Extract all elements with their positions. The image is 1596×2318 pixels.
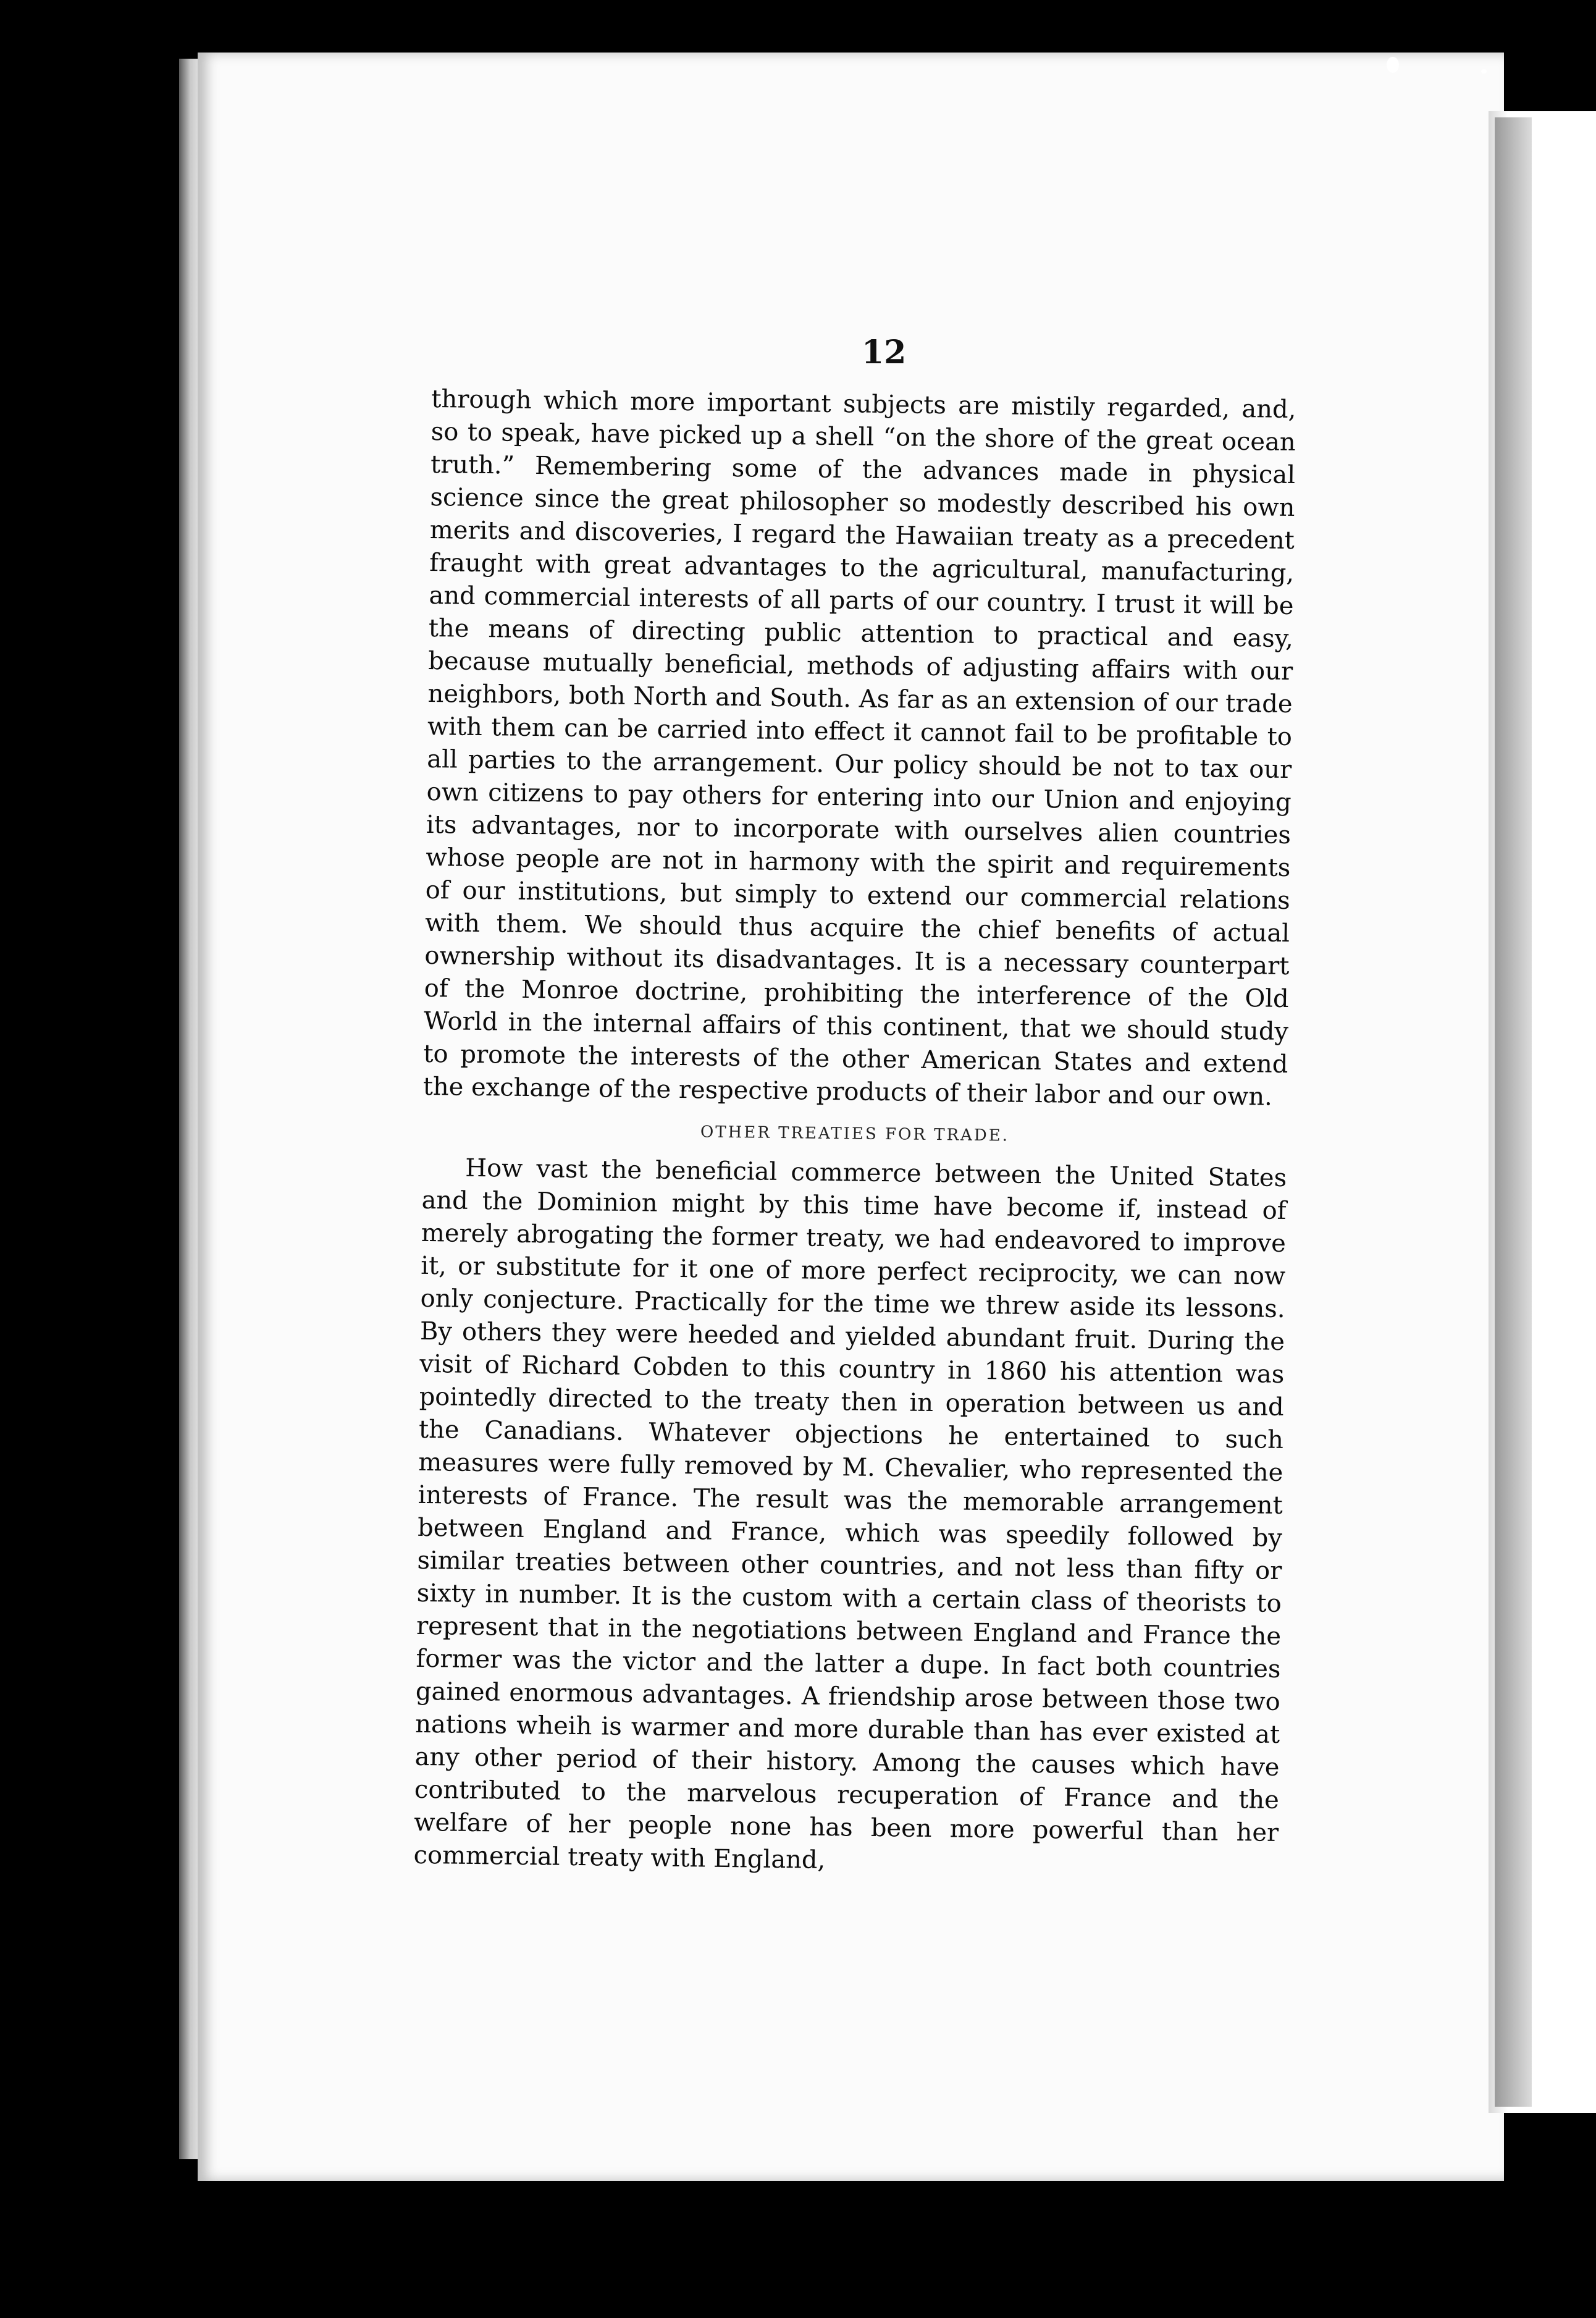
facing-page-gutter [1495,117,1532,2107]
scan-speck [1387,57,1399,73]
paragraph-one: through which more important subjects are mistily regarded, and, so to speak, have picked up a shell “on the shore of the great ocean truth.” Remembering some of the advances made in physical science since the great philosopher so modestly described his own merits and discoveries, I regard the Hawaiian treaty as a precedent fraught with great advantages to the agricultural, manufacturing, and commercial interests of all parts of our country. I trust it will be the means of directing public attention to practical and easy, because mutually beneficial, methods of adjusting affairs with our neighbors, both North and South. As far as an extension of our trade with them can be carried into effect it cannot fail to be profitable to all parties to the arrangement. Our policy should be not to tax our own citizens to pay others for entering into our Union and enjoying its advantages, nor to incorporate with ourselves alien countries whose people are not in harmony with the spirit and requirements of our institutions, but simply to extend our commercial relations with them. We should thus acquire the chief benefits of actual ownership without its disadvantages. It is a necessary counterpart of the Monroe doctrine, prohibiting the interference of the Old World in the internal affairs of this continent, that we should study to promote the interests of the other American States and extend the exchange of the respective products of their labor and our own. [422,384,1296,1111]
scan-speck [1481,69,1487,74]
page-number: 12 [862,334,907,371]
section-heading: OTHER TREATIES FOR TRADE. [700,1123,1010,1145]
paragraph-two: How vast the beneficial commerce between the United States and the Dominion might by this time have become if, instead of merely abrogating the former treaty, we had endeavored to improve it, or substitute for it one of more perfect reciprocity, we can now only conjecture. Practically for the time we threw aside its lessons. By others they were heeded and yielded abundant fruit. During the visit of Richard Cobden to this country in 1860 his attention was pointedly directed to the treaty then in operation between us and the Canadians. Whatever objections he entertained to such measures were fully removed by M. Chevalier, who represented the interests of France. The result was the memorable arrangement between England and France, which was speedily followed by similar treaties between other countries, and not less than fifty or sixty in number. It is the custom with a certain class of theorists to represent that in the negotiations between England and France the former was the victor and the latter a dupe. In fact both countries gained enormous advantages. A friendship arose between those two nations wheih is warmer and more durable than has ever existed at any other period of their history. Among the causes which have contributed to the marvelous recuperation of France and the welfare of her people none has been more powerful than her commercial treaty with England, [413,1153,1287,1874]
page-body [413,321,1297,1882]
